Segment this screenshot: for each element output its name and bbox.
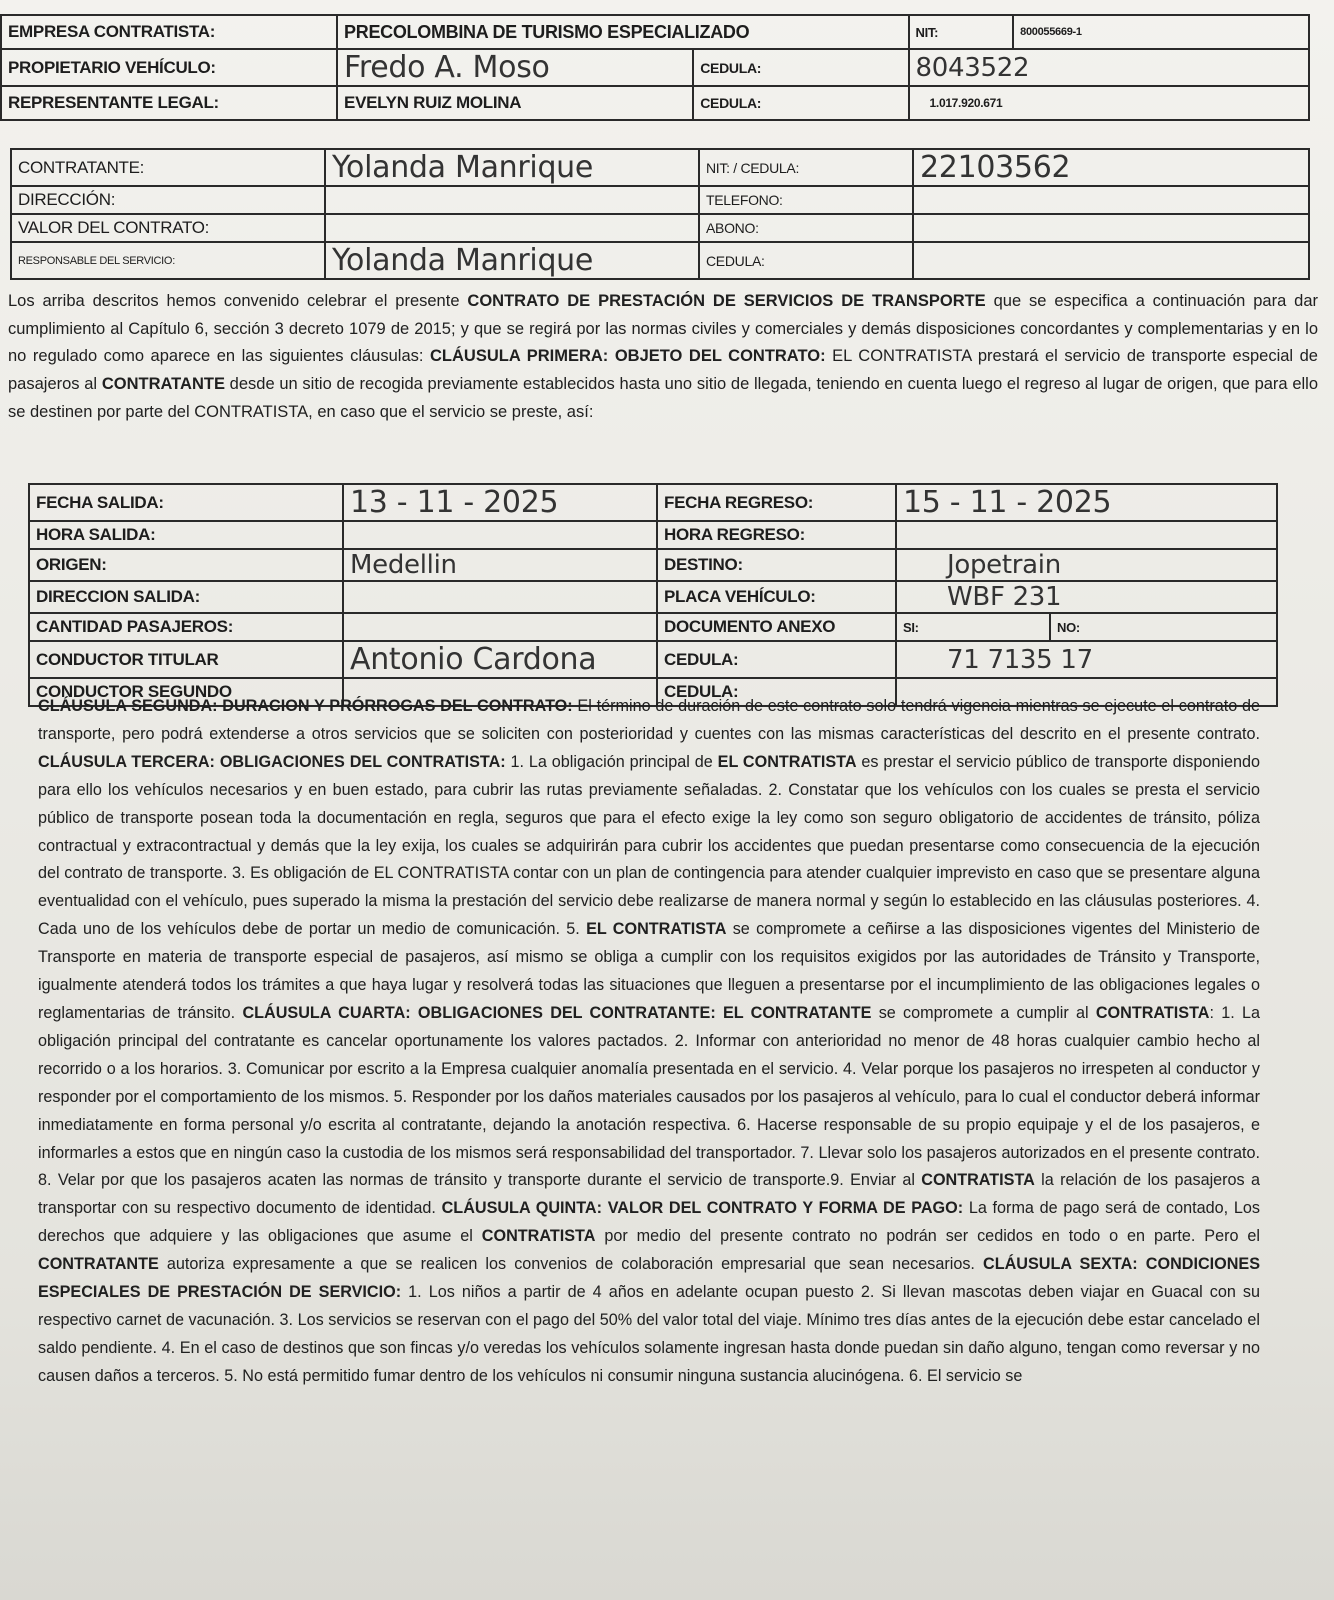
clause4-title: CLÁUSULA CUARTA: OBLIGACIONES DEL CONTRATANTE: EL CONTRATANTE bbox=[235, 1003, 872, 1022]
clause1-body-b: CONTRATANTE bbox=[101, 375, 225, 394]
intro-paragraph bbox=[8, 288, 1318, 427]
nit-value: 800055669-1 bbox=[1013, 15, 1309, 49]
plate-value: WBF 231 bbox=[896, 581, 1277, 613]
clause1-body-c: desde un sitio de recogida previamente establecidos hasta uno sitio de llegada, teniendo en cuenta luego el regreso al lugar de origen, que para ello se destinen por parte del CONTRATISTA, en caso que el servicio se preste, así: bbox=[8, 375, 1319, 421]
clause4-bold2: CONTRATISTA bbox=[921, 1171, 1035, 1190]
destination-label: DESTINO: bbox=[657, 549, 896, 581]
clause5-bold1: CONTRATISTA bbox=[481, 1227, 596, 1246]
client-table bbox=[10, 148, 1310, 280]
passengers-value bbox=[343, 613, 657, 641]
phone-label: TELEFONO: bbox=[699, 186, 913, 214]
origin-label: ORIGEN: bbox=[29, 549, 343, 581]
clause2-body: El término de duración de este contrato solo tendrá vigencia mientras se ejecute el contrato de transporte, pero podrá extenderse a otros servicios que se soliciten con posterioridad y cuentes con las mismas características del descrito en el presente contrato. bbox=[38, 697, 1260, 743]
clause4-bold1: CONTRATISTA bbox=[1095, 1003, 1210, 1022]
value-label: VALOR DEL CONTRATO: bbox=[11, 214, 325, 242]
clause4-body-a: se compromete a cumplir al bbox=[871, 1003, 1096, 1022]
owner-label: PROPIETARIO VEHÍCULO: bbox=[1, 49, 337, 86]
clauses-paragraph bbox=[38, 693, 1260, 1391]
return-date-label: FECHA REGRESO: bbox=[657, 484, 896, 521]
contractor-id-value: 22103562 bbox=[913, 149, 1309, 186]
clause1-title: CLÁUSULA PRIMERA: OBJETO DEL CONTRATO: bbox=[430, 347, 826, 366]
clause5-bold2: CONTRATANTE bbox=[38, 1255, 159, 1274]
value-value bbox=[325, 214, 699, 242]
contractor-label: CONTRATANTE: bbox=[11, 149, 325, 186]
clause3-bold1: EL CONTRATISTA bbox=[717, 752, 857, 771]
driver2-label: CONDUCTOR SEGUNDO bbox=[29, 678, 343, 706]
clause5-body-c: autoriza expresamente a que se realicen los convenios de colaboración empresarial que sean necesarios. bbox=[158, 1255, 975, 1274]
annex-no: NO: bbox=[1050, 613, 1277, 641]
contract-title: CONTRATO DE PRESTACIÓN DE SERVICIOS DE TRANSPORTE bbox=[467, 292, 986, 310]
departure-date-label: FECHA SALIDA: bbox=[29, 484, 343, 521]
legal-rep-label: REPRESENTANTE LEGAL: bbox=[1, 86, 337, 120]
legal-rep-id-label: CEDULA: bbox=[693, 86, 908, 120]
clause5-body-a: La forma de pago será de contado, Los derechos que adquiere y las obligaciones que asume el bbox=[38, 1199, 1260, 1246]
company-label: EMPRESA CONTRATISTA: bbox=[1, 15, 337, 49]
driver1-id-label: CEDULA: bbox=[657, 641, 896, 678]
driver2-id-label: CEDULA: bbox=[657, 678, 896, 706]
responsible-id-label: CEDULA: bbox=[699, 242, 913, 279]
clause6-body: 1. Los niños a partir de 4 años en adelante ocupan puesto 2. Si llevan mascotas deben viajar en Guacal con su respectivo carnet de vacunación. 3. Los servicios se reservan con el pago del 50% del valor total del viaje. Mínimo tres días antes de la ejecución debe estar cancelado el saldo pendiente. 4. En el caso de destinos que son fincas y/o veredas los vehículos solamente ingresan hasta donde puedan sin daño alguno, tengan como reversar y no causen daños a terceros. 5. No está permitido fumar dentro de los vehículos ni consumir ninguna sustancia alucinógena. 6. El servicio se bbox=[38, 1283, 1260, 1385]
intro-text-rest: que se especifica a continuación para dar cumplimiento al Capítulo 6, sección 3 decreto 1079 de 2015; y que se regirá por las normas civiles y comerciales y demás disposiciones concordantes y complementarias y en lo no regulado como aparece en las siguientes cláusulas: bbox=[8, 292, 1319, 366]
annex-yes: SI: bbox=[896, 613, 1050, 641]
departure-address-value bbox=[343, 581, 657, 613]
annex-label: DOCUMENTO ANEXO bbox=[657, 613, 896, 641]
owner-id-label: CEDULA: bbox=[693, 49, 908, 86]
clause4-body-b: : 1. La obligación principal del contratante es cancelar oportunamente los valores pactados. 2. Informar con anterioridad no menor de 48 horas cualquier cambio hecho al recorrido o a los horarios. 3. Comunicar por escrito a la Empresa cualquier anomalía presentada en el servicio. 4. Velar porque los pasajeros no irrespeten al conductor y responder por el comportamiento de los mismos. 5. Responder por los daños materiales causados por los pasajeros al vehículo, para lo cual el conductor deberá informar inmediatamente en forma personal y/o escrita al contratante, dejando la anotación respectiva. 6. Hacerse responsable de su propio equipaje y el de los pasajeros, e informarles a estos que en ningún caso la custodia de los mismos será responsabilidad del transportador. 7. Llevar solo los pasajeros autorizados en el presente contrato. 8. Velar por que los pasajeros acaten las normas de tránsito y transporte durante el servicio de transporte.9. Enviar al bbox=[38, 1003, 1260, 1190]
company-header-table bbox=[0, 14, 1310, 121]
clause3-title: CLÁUSULA TERCERA: OBLIGACIONES DEL CONTRATISTA: bbox=[38, 752, 506, 771]
deposit-value bbox=[913, 214, 1309, 242]
intro-text-start: Los arriba descritos hemos convenido celebrar el presente bbox=[8, 292, 468, 310]
clause2-title: CLÁUSULA SEGUNDA: DURACION Y PRÓRROGAS DEL CONTRATO: bbox=[38, 697, 573, 715]
driver1-label: CONDUCTOR TITULAR bbox=[29, 641, 343, 678]
clause1-body-a: EL CONTRATISTA prestará el servicio de transporte especial de pasajeros al bbox=[8, 347, 1318, 394]
plate-label: PLACA VEHÍCULO: bbox=[657, 581, 896, 613]
clause5-title: CLÁUSULA QUINTA: VALOR DEL CONTRATO Y FORMA DE PAGO: bbox=[435, 1199, 964, 1218]
driver1-id-value: 71 7135 17 bbox=[896, 641, 1277, 678]
origin-value: Medellin bbox=[343, 549, 657, 581]
owner-value: Fredo A. Moso bbox=[337, 49, 693, 86]
contractor-value: Yolanda Manrique bbox=[325, 149, 699, 186]
return-time-label: HORA REGRESO: bbox=[657, 521, 896, 549]
departure-address-label: DIRECCION SALIDA: bbox=[29, 581, 343, 613]
clause5-body-b: por medio del presente contrato no podrán ser cedidos en todo o en parte. Pero el bbox=[595, 1227, 1260, 1246]
phone-value bbox=[913, 186, 1309, 214]
address-label: DIRECCIÓN: bbox=[11, 186, 325, 214]
trip-table bbox=[28, 483, 1278, 707]
destination-value: Jopetrain bbox=[896, 549, 1277, 581]
clause3-body-a: 1. La obligación principal de bbox=[505, 752, 718, 771]
responsible-value: Yolanda Manrique bbox=[325, 242, 699, 279]
clause4-body-c: la relación de los pasajeros a transportar con su respectivo documento de identidad. bbox=[38, 1171, 1260, 1218]
legal-rep-id-value: 1.017.920.671 bbox=[909, 86, 1309, 120]
departure-time-label: HORA SALIDA: bbox=[29, 521, 343, 549]
driver1-value: Antonio Cardona bbox=[343, 641, 657, 678]
clause3-body-c: se compromete a ceñirse a las disposiciones vigentes del Ministerio de Transporte en materia de transporte especial de pasajeros, así mismo se obliga a cumplir con los requisitos exigidos por las autoridades de Tránsito y Transporte, igualmente atenderá todos los trámites a que haya lugar y resolverá todas las situaciones que lleguen a presentarse por el incumplimiento de las obligaciones legales o reglamentarias de tránsito. bbox=[38, 920, 1260, 1022]
responsible-label: RESPONSABLE DEL SERVICIO: bbox=[11, 242, 325, 279]
departure-time-value bbox=[343, 521, 657, 549]
departure-date-value: 13 - 11 - 2025 bbox=[343, 484, 657, 521]
address-value bbox=[325, 186, 699, 214]
owner-id-value: 8043522 bbox=[909, 49, 1309, 86]
clause3-bold2: EL CONTRATISTA bbox=[586, 920, 727, 939]
deposit-label: ABONO: bbox=[699, 214, 913, 242]
responsible-id-value bbox=[913, 242, 1309, 279]
clause6-title: CLÁUSULA SEXTA: CONDICIONES ESPECIALES DE PRESTACIÓN DE SERVICIO: bbox=[38, 1255, 1261, 1302]
return-date-value: 15 - 11 - 2025 bbox=[896, 484, 1277, 521]
legal-rep-value: EVELYN RUIZ MOLINA bbox=[337, 86, 693, 120]
company-value: PRECOLOMBINA DE TURISMO ESPECIALIZADO bbox=[337, 15, 908, 49]
contractor-id-label: NIT: / CEDULA: bbox=[699, 149, 913, 186]
nit-label: NIT: bbox=[909, 15, 1014, 49]
clause3-body-b: es prestar el servicio público de transporte disponiendo para ello los vehículos necesarios y en buen estado, para cubrir las rutas previamente señaladas. 2. Constatar que los vehículos con los cuales se presta el servicio público de transporte posean toda la documentación en regla, seguros que para el efecto exige la ley como son seguro obligatorio de accidentes de tránsito, póliza contractual y extracontractual y demás que la ley exija, los cuales se adquirirán para cubrir los accidentes que puedan presentarse como consecuencia de la ejecución del contrato de transporte. 3. Es obligación de EL CONTRATISTA contar con un plan de contingencia para atender cualquier imprevisto en caso que se presentare alguna eventualidad con el vehículo, pues superado la misma la prestación del servicio debe realizarse de manera normal y según lo establecido en las cláusulas posteriores. 4. Cada uno de los vehículos debe de portar un medio de comunicación. 5. bbox=[38, 752, 1260, 939]
passengers-label: CANTIDAD PASAJEROS: bbox=[29, 613, 343, 641]
return-time-value bbox=[896, 521, 1277, 549]
